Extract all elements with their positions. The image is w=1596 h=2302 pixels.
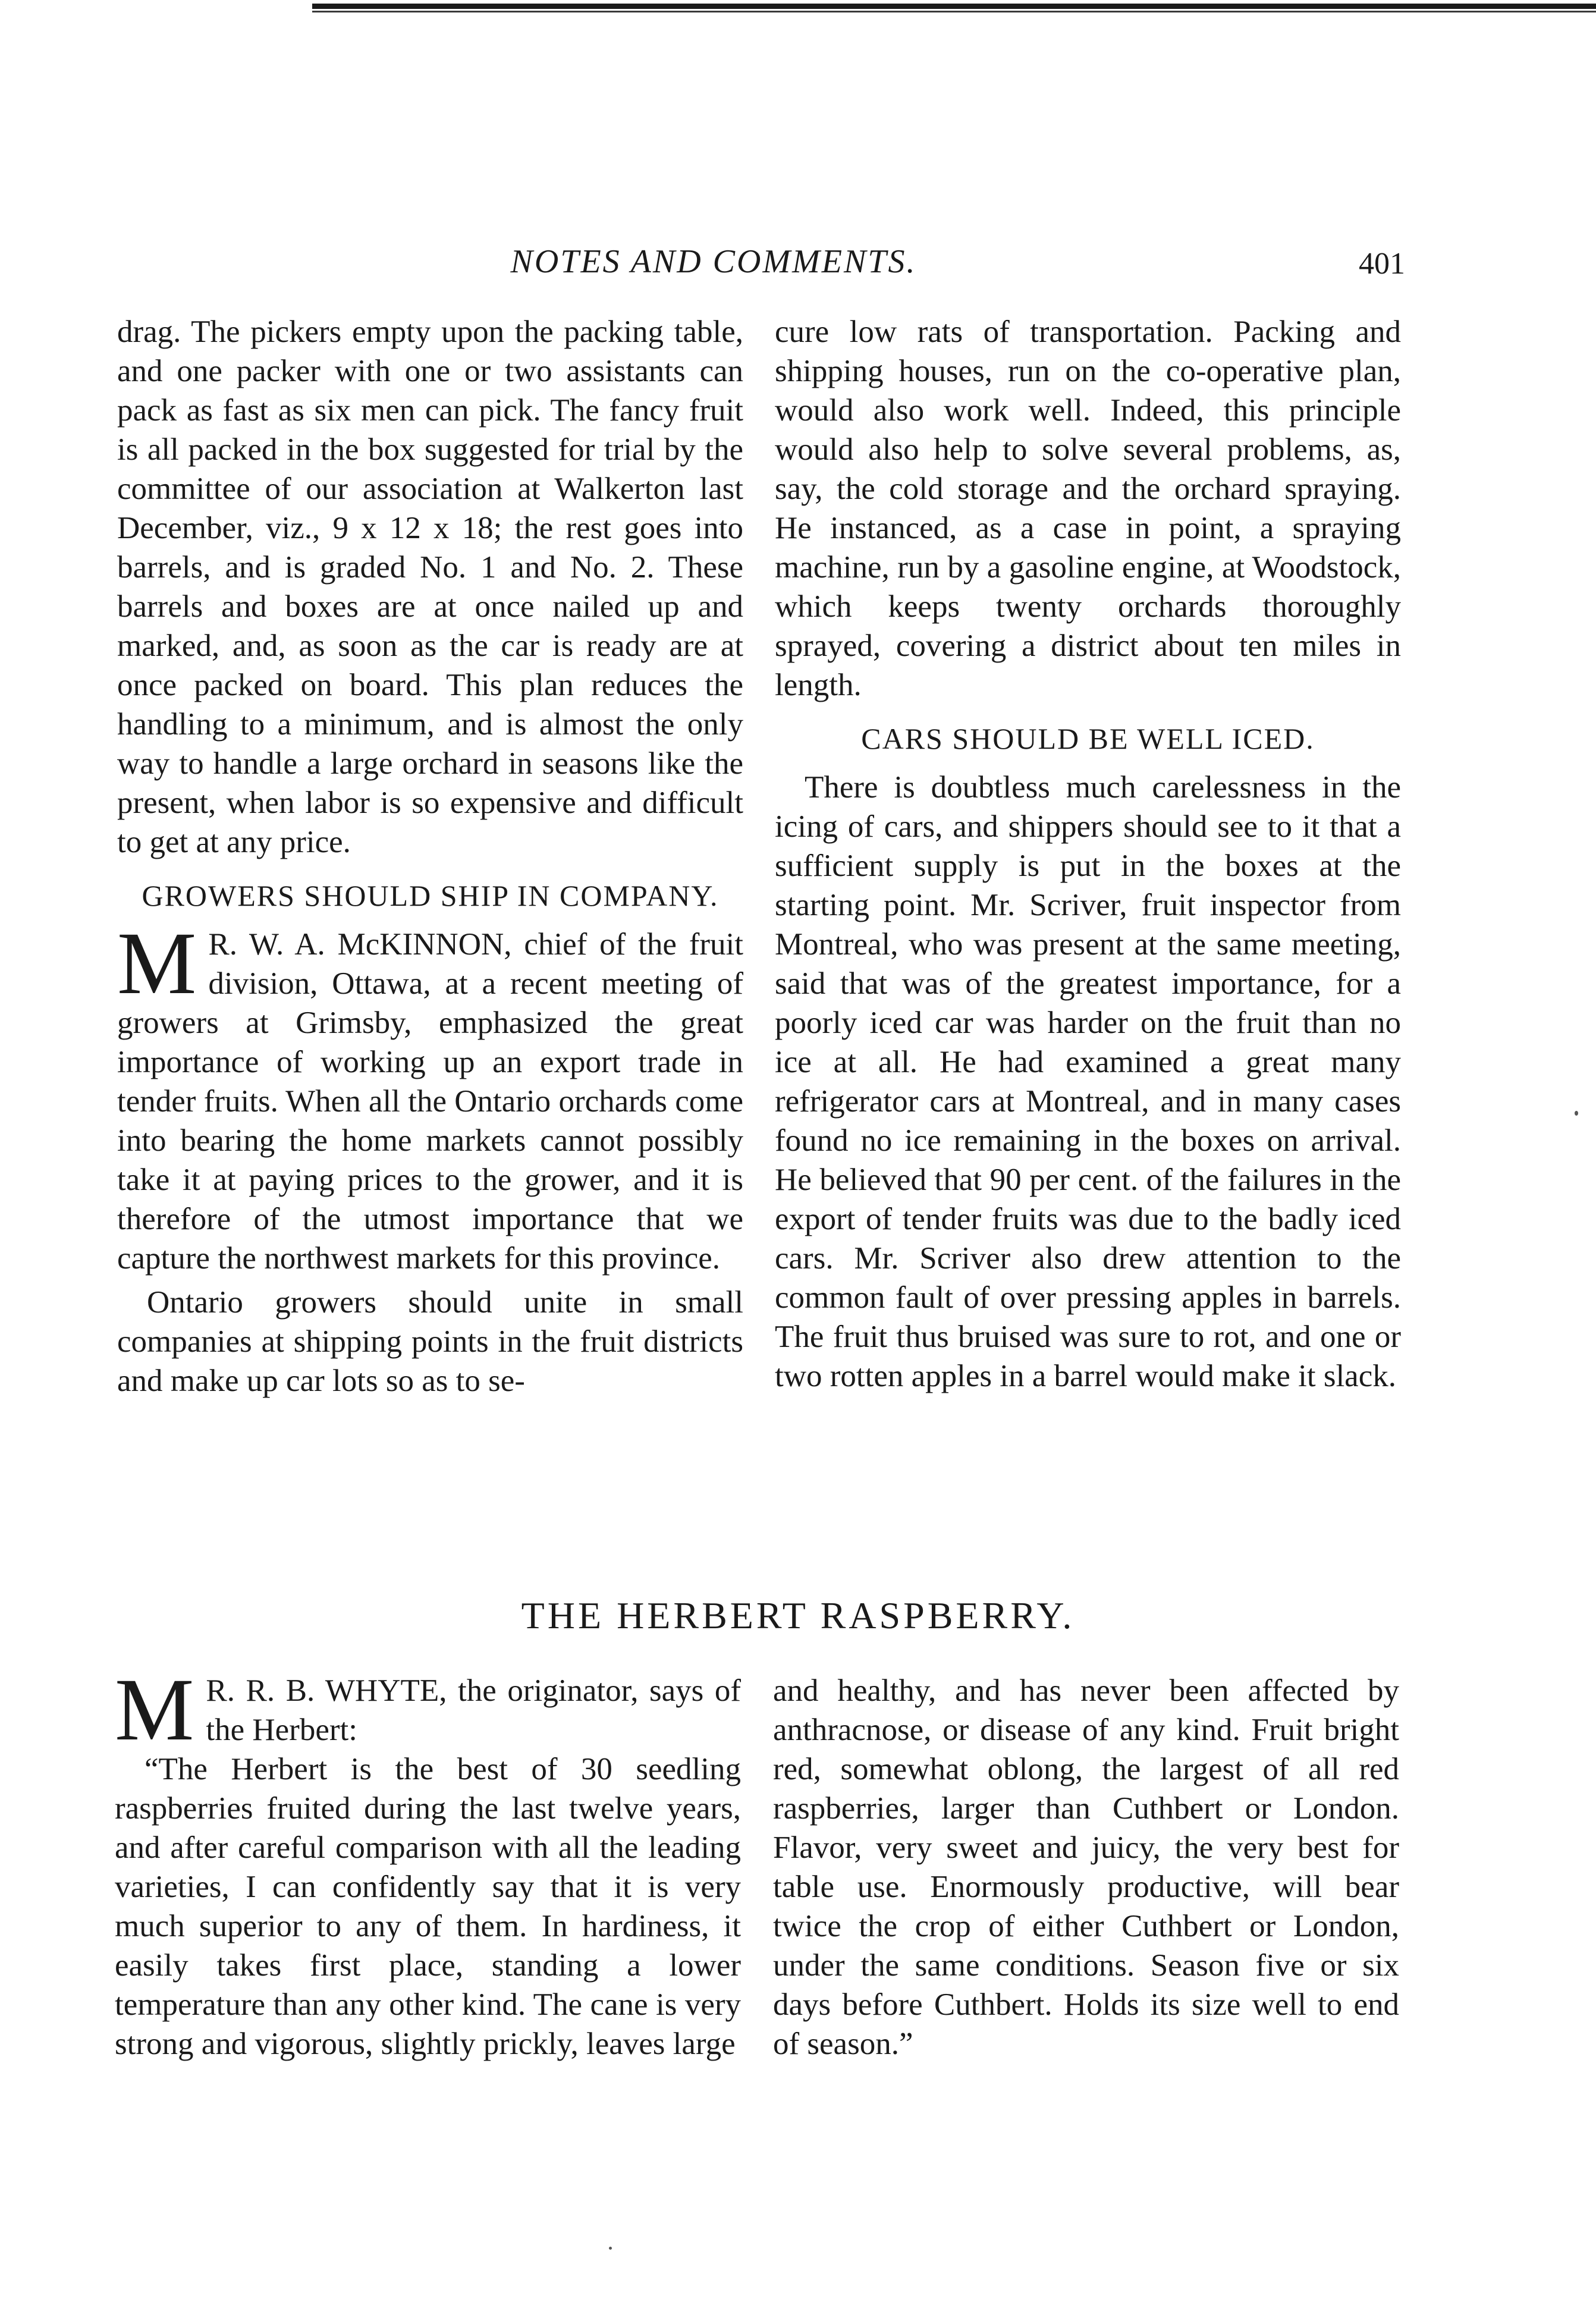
section-subhead: CARS SHOULD BE WELL ICED. [861,722,1315,755]
paragraph: drag. The pickers empty upon the packing table, and one packer with one or two assistants can pack as fast as six men can pick. The fancy fruit is all packed in the box suggested for trial by the committee of our association at Walkerton last December, viz., 9 x 12 x 18; the rest goes into barrels, and is graded No. 1 and No. 2. These barrels and boxes are at once nailed up and marked, and, as soon as the car is ready are at once packed on board. This plan reduces the handling to a minimum, and is almost the only way to handle a large orchard in seasons like the present, when labor is so expensive and difficult to get at any price. [117,315,743,859]
top-rule [312,4,1596,9]
paragraph: and healthy, and has never been affected by anthracnose, or disease of any kind. Fruit bright red, somewhat oblong, the largest of all red raspberries, larger than Cuthbert or London. Flavor, very sweet and juicy, the very best for table use. Enormously productive, will bear twice the crop of either Cuthbert or London, under the same conditions. Season five or six days before Cuthbert. Holds its size well to end of season.” [773,1673,1399,2061]
running-head [0,243,1596,284]
section-subhead: GROWERS SHOULD SHIP IN COMPANY. [142,879,719,912]
paragraph-text: R. R. B. WHYTE, the originator, says of the Herbert: [206,1673,741,1747]
paragraph: There is doubtless much carelessness in the icing of cars, and shippers should see to it that a sufficient supply is put in the boxes at the starting point. Mr. Scriver, fruit inspector from Montreal, who was present at the same meeting, said that was of the greatest importance, for a poorly iced car was harder on the fruit than no ice at all. He had examined a great many refrigerator cars at Montreal, and in many cases found no ice remaining in the boxes on arrival. He believed that 90 per cent. of the failures in the export of tender fruits was due to the badly iced cars. Mr. Scriver also drew attention to the common fault of over pressing apples in barrels. The fruit thus bruised was sure to rot, and one or two rotten apples in a barrel would make it slack. [775,770,1401,1393]
print-speck [609,2247,612,2250]
drop-cap: M [117,914,197,1013]
running-title: NOTES AND COMMENTS. [510,243,917,280]
print-speck [1575,1111,1578,1116]
notes-left-column [117,312,743,1400]
paragraph [117,914,743,1278]
paragraph: Ontario growers should unite in small companies at shipping points in the fruit districts and make up car lots so as to se- [117,1285,743,1398]
drop-cap: M [115,1660,194,1759]
top-rule-thin [312,11,1596,12]
page-number: 401 [1359,247,1405,281]
paragraph [115,1660,741,1759]
article-left-column [115,1660,741,2064]
paragraph: cure low rats of transportation. Packing and shipping houses, run on the co-operative plan, would also work well. Indeed, this principle would also help to solve several problems, as, say, the cold storage and the orchard spraying. He instanced, as a case in point, a spraying machine, run by a gasoline engine, at Woodstock, which keeps twenty orchards thoroughly sprayed, covering a district about ten miles in length. [775,315,1401,702]
article-title: THE HERBERT RASPBERRY. [521,1594,1075,1637]
article-right-column [773,1671,1399,2064]
notes-right-column [775,312,1401,1396]
paragraph: “The Herbert is the best of 30 seedling raspberries fruited during the last twelve years, and after careful comparison with all the leading varieties, I can confidently say that it is very much superior to any of them. In hardiness, it easily takes first place, standing a lower temperature than any other kind. The cane is very strong and vigorous, slightly prickly, leaves large [115,1752,741,2061]
paragraph-text: R. W. A. McKINNON, chief of the fruit division, Ottawa, at a recent meeting of growers at Grimsby, emphasized the great importance of working up an export trade in tender fruits. When all the Ontario orchards come into bearing the home markets cannot possibly take it at paying prices to the grower, and it is therefore of the utmost importance that we capture the northwest markets for this province. [117,927,743,1276]
